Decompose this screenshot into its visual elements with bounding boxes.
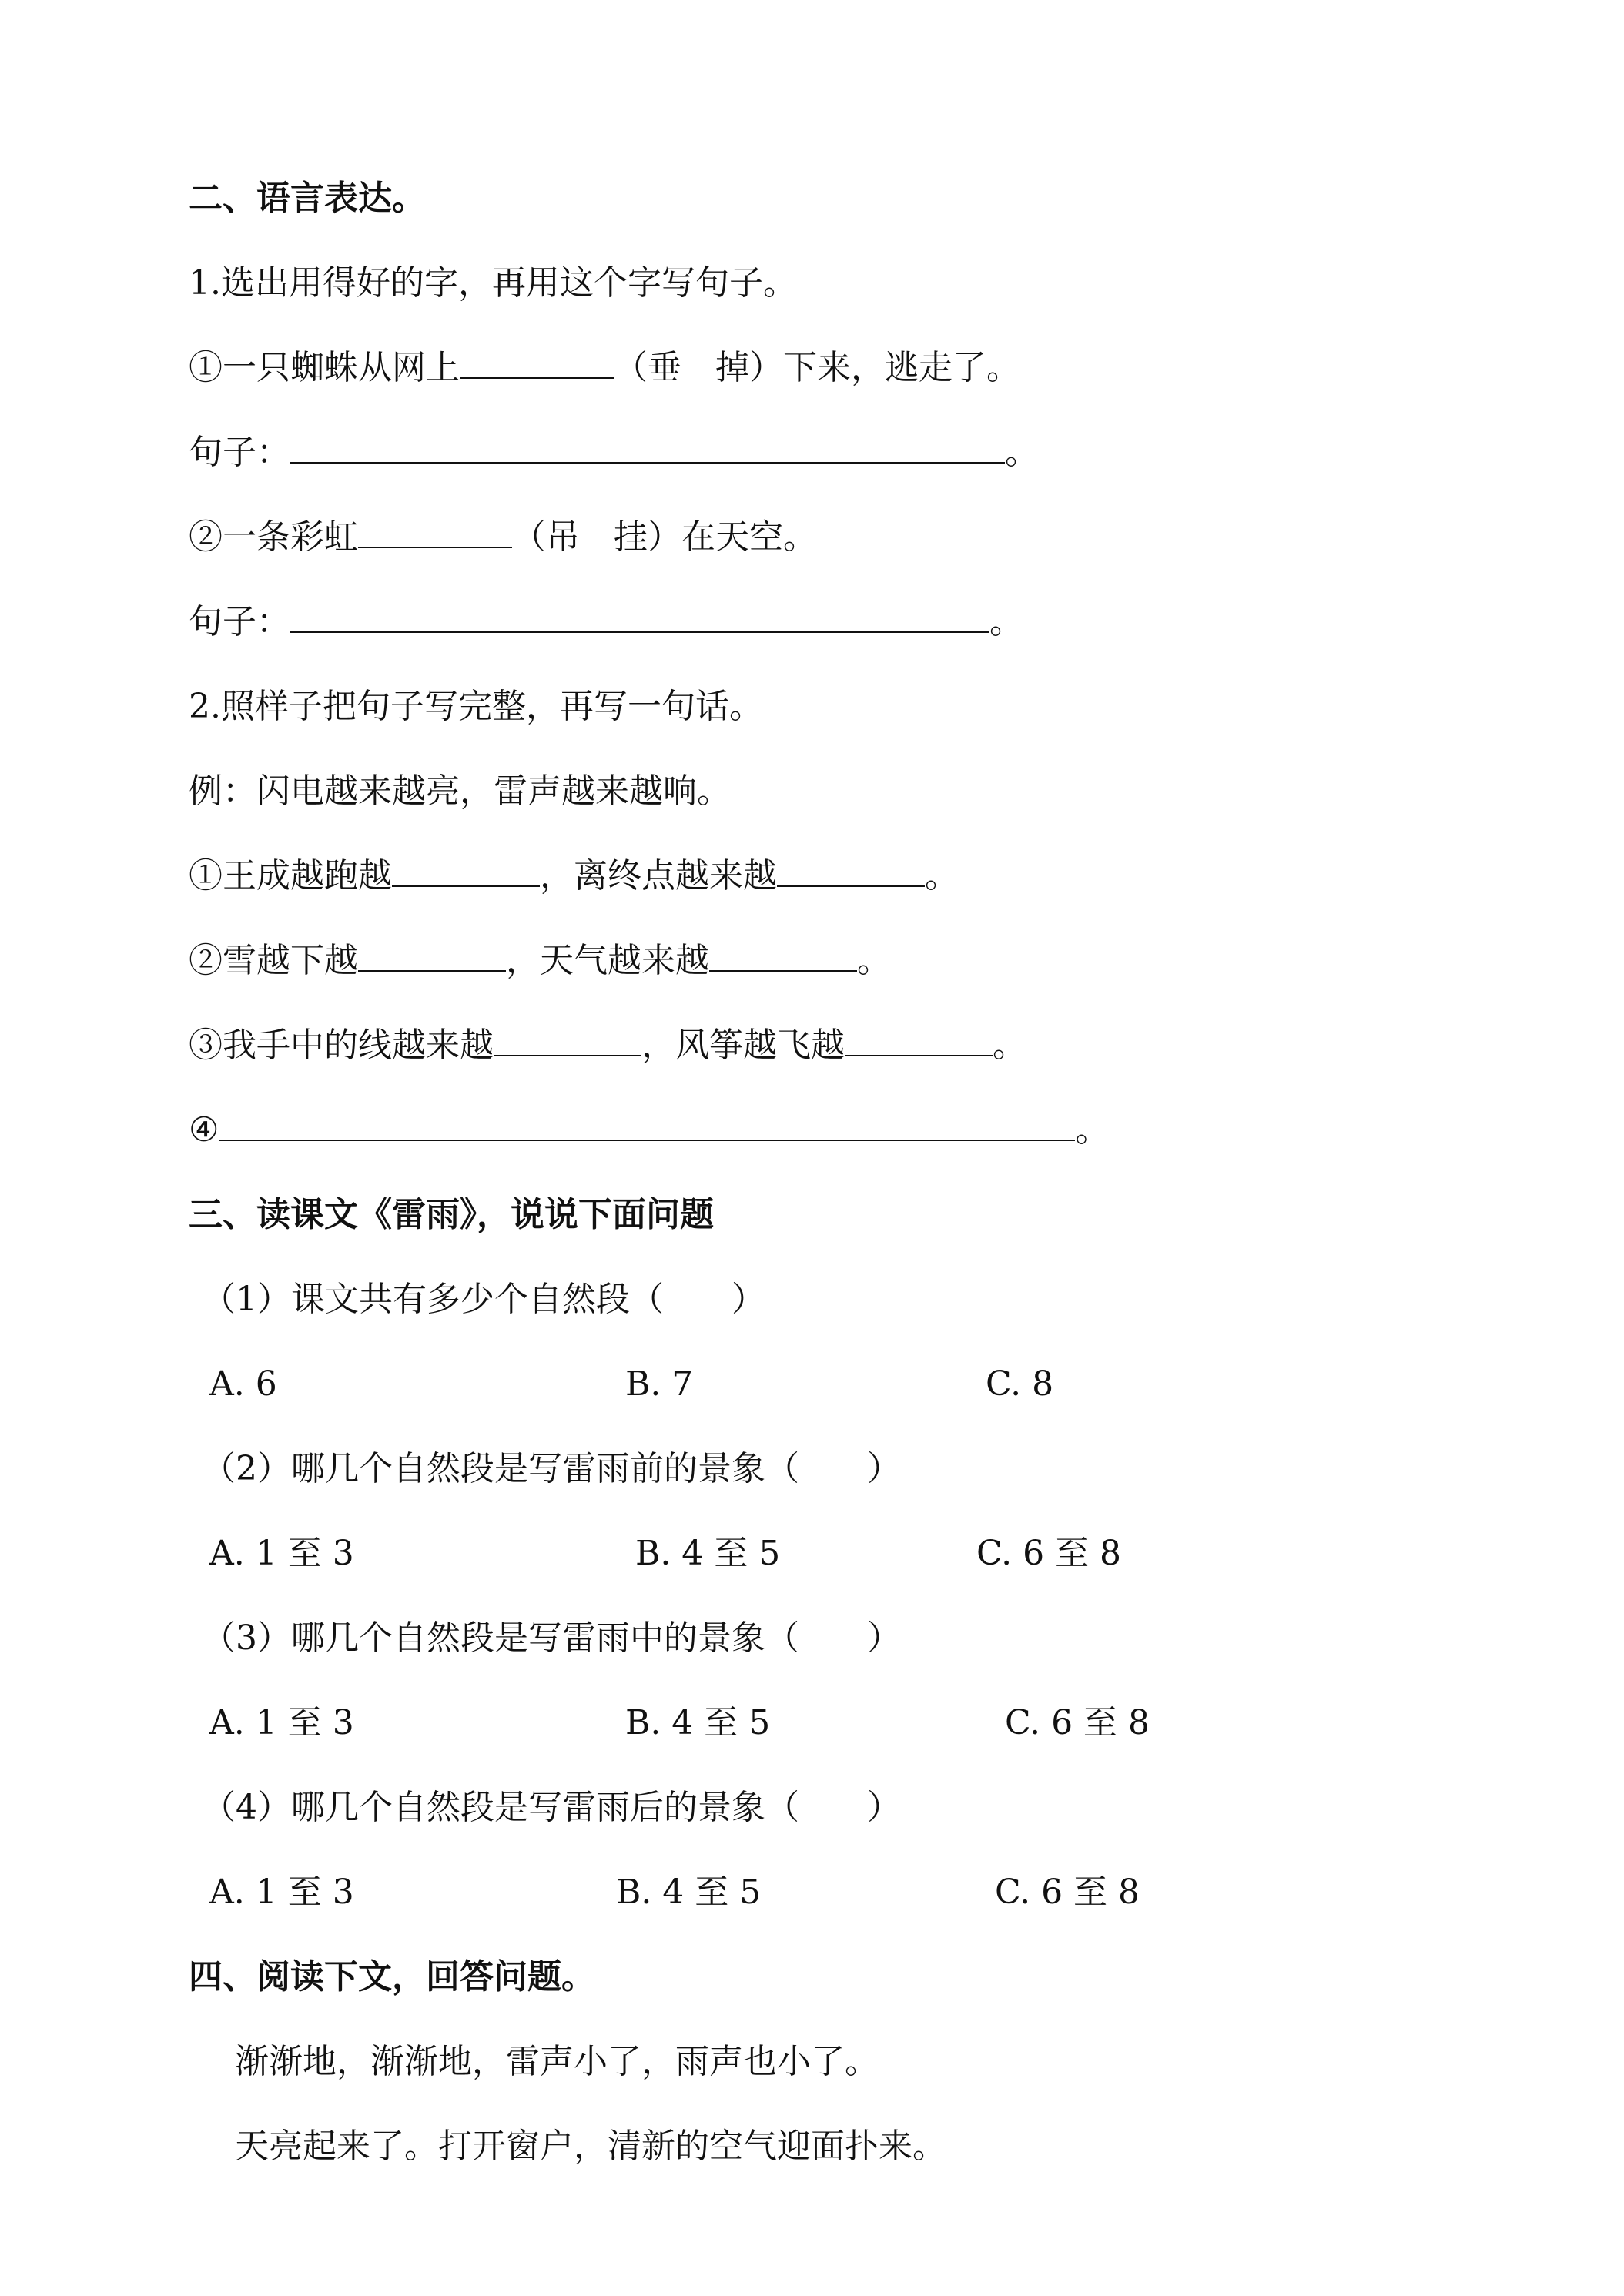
passage-paragraph-1: 渐渐地，渐渐地，雷声小了，雨声也小了。 <box>235 2042 879 2081</box>
q2-item-3 <box>189 1022 1026 1069</box>
sentence-blank[interactable] <box>290 433 1005 464</box>
q1-item-1-post: （垂 掉）下来，逃走了。 <box>614 348 1020 387</box>
q1-item-1-pre: ①一只蜘蛛从网上 <box>189 348 460 387</box>
q2-item-3-a: ③我手中的线越来越 <box>189 1026 494 1065</box>
answer-blank[interactable] <box>358 517 512 548</box>
q2-item-2-b: ，天气越来越 <box>506 941 709 980</box>
answer-blank[interactable] <box>358 941 506 972</box>
sentence-label: 句子： <box>189 602 290 641</box>
q2-prompt: 2.照样子把句子写完整，再写一句话。 <box>189 687 763 726</box>
s3-q4-option-b[interactable]: B. 4 至 5 <box>616 1873 762 1912</box>
s3-q1-option-a[interactable]: A. 6 <box>209 1364 277 1404</box>
end-mark: 。 <box>1005 433 1039 472</box>
q2-item-3-b: ，风筝越飞越 <box>641 1026 845 1065</box>
s3-q1-option-b[interactable]: B. 7 <box>625 1364 694 1404</box>
q2-item-4 <box>189 1107 1109 1153</box>
s3-q1-option-c[interactable]: C. 8 <box>986 1364 1054 1404</box>
answer-blank[interactable] <box>494 1026 641 1056</box>
q2-item-1-a: ①王成越跑越 <box>189 856 392 895</box>
s3-q4-option-c[interactable]: C. 6 至 8 <box>995 1873 1140 1912</box>
s3-q3-option-a[interactable]: A. 1 至 3 <box>209 1703 354 1742</box>
q1-item-2 <box>189 514 817 561</box>
q1-item-1 <box>189 345 1020 391</box>
q1-sentence-2 <box>189 599 1023 645</box>
q2-example: 例：闪电越来越亮，雷声越来越响。 <box>189 771 731 811</box>
sentence-blank[interactable] <box>290 602 989 633</box>
s3-q3-option-b[interactable]: B. 4 至 5 <box>625 1703 771 1742</box>
answer-blank[interactable] <box>845 1026 993 1056</box>
s3-question-1: （1）课文共有多少个自然段（ ） <box>202 1280 765 1319</box>
s3-q2-option-a[interactable]: A. 1 至 3 <box>209 1534 354 1573</box>
section-2-title: 二、语言表达。 <box>189 179 426 218</box>
section-3-title: 三、读课文《雷雨》，说说下面问题 <box>189 1195 714 1234</box>
q1-item-2-pre: ②一条彩虹 <box>189 517 358 557</box>
sentence-blank[interactable] <box>219 1110 1075 1141</box>
s3-q2-option-c[interactable]: C. 6 至 8 <box>976 1534 1122 1573</box>
passage-paragraph-2: 天亮起来了。打开窗户，清新的空气迎面扑来。 <box>235 2127 946 2166</box>
s3-q4-option-a[interactable]: A. 1 至 3 <box>209 1873 354 1912</box>
end-mark: 。 <box>925 856 959 895</box>
q1-prompt: 1.选出用得好的字，再用这个字写句子。 <box>189 263 797 303</box>
end-mark: 。 <box>993 1026 1026 1065</box>
s3-question-4: （4）哪几个自然段是写雷雨后的景象（ ） <box>202 1788 901 1827</box>
end-mark: 。 <box>857 941 891 980</box>
s3-question-3: （3）哪几个自然段是写雷雨中的景象（ ） <box>202 1618 901 1658</box>
sentence-label: 句子： <box>189 433 290 472</box>
q2-item-4-label: ④ <box>189 1110 219 1150</box>
answer-blank[interactable] <box>777 856 925 887</box>
answer-blank[interactable] <box>460 348 614 379</box>
q1-sentence-1 <box>189 430 1039 476</box>
end-mark: 。 <box>1075 1110 1110 1150</box>
q2-item-2-a: ②雪越下越 <box>189 941 358 980</box>
q2-item-1 <box>189 853 959 899</box>
answer-blank[interactable] <box>709 941 857 972</box>
section-4-title: 四、阅读下文，回答问题。 <box>189 1957 595 1996</box>
s3-q2-option-b[interactable]: B. 4 至 5 <box>635 1534 781 1573</box>
q2-item-1-b: ，离终点越来越 <box>540 856 777 895</box>
answer-blank[interactable] <box>392 856 540 887</box>
s3-q3-option-c[interactable]: C. 6 至 8 <box>1005 1703 1150 1742</box>
q1-item-2-post: （吊 挂）在天空。 <box>512 517 817 557</box>
s3-question-2: （2）哪几个自然段是写雷雨前的景象（ ） <box>202 1449 901 1488</box>
q2-item-2 <box>189 938 891 984</box>
end-mark: 。 <box>989 602 1023 641</box>
